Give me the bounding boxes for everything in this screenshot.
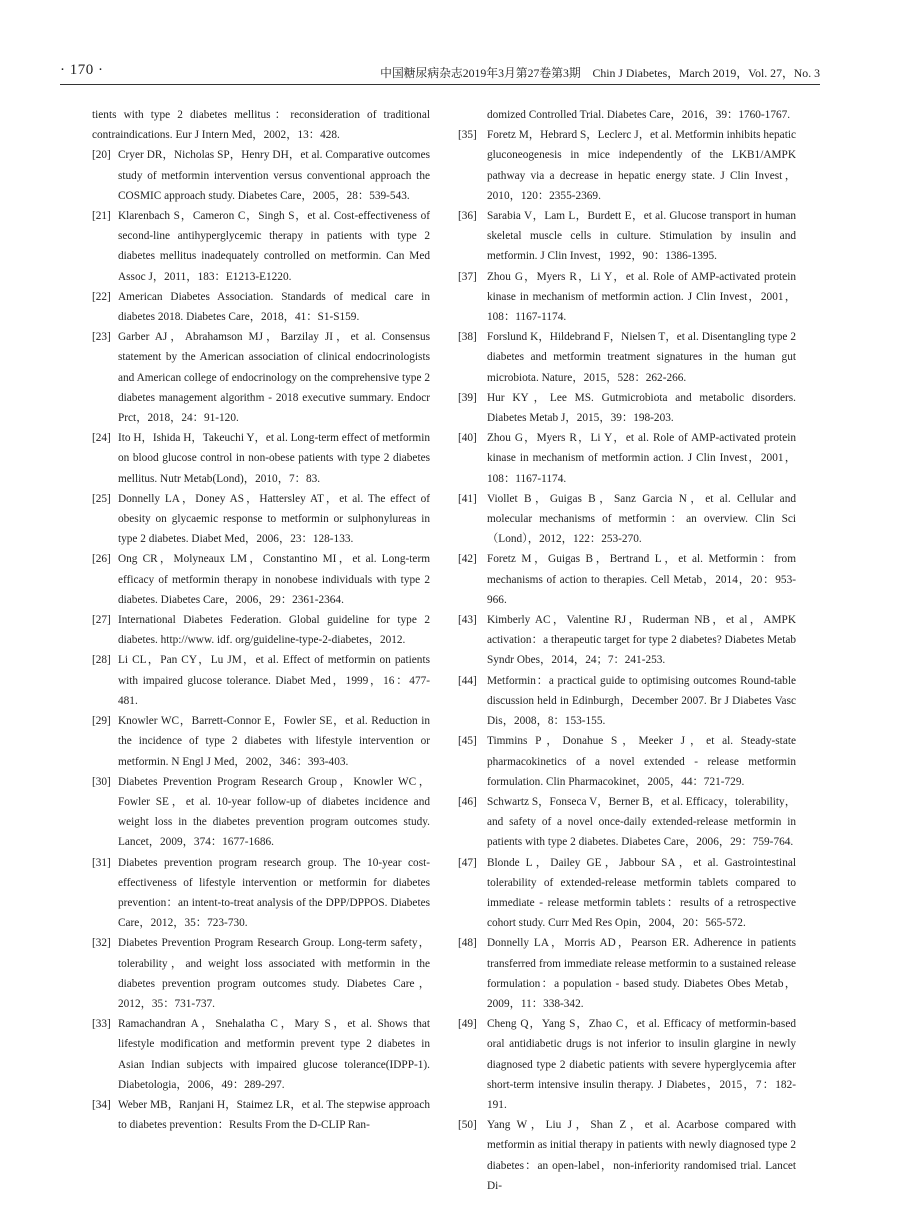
reference-text: Klarenbach S，Cameron C，Singh S，et al. Cost-effectiveness of second-line antihyperglycemic therapy in patients with type 2 diabetes mellitus inadequately controlled on metformin. Can Med Assoc J，2011，183：E1213-E1220.: [118, 210, 430, 283]
reference-number: [20]: [92, 149, 111, 162]
reference-entry: [92, 145, 430, 206]
reference-number: [24]: [92, 432, 111, 445]
reference-text: Li CL，Pan CY，Lu JM，et al. Effect of metformin on patients with impaired glucose tolerance. Diabet Med，1999，16：477-481.: [118, 654, 430, 707]
reference-number: [21]: [92, 210, 111, 223]
reference-entry: [92, 206, 430, 287]
reference-number: [25]: [92, 492, 111, 505]
reference-entry: [92, 711, 430, 772]
reference-number: [35]: [458, 129, 477, 142]
reference-text: Yang W，Liu J，Shan Z，et al. Acarbose compared with metformin as initial therapy in patients with newly diagnosed type 2 diabetes：an open-label，non-inferiority randomised trial. Lancet Di-: [487, 1119, 796, 1192]
reference-number: [26]: [92, 553, 111, 566]
reference-number: [49]: [458, 1018, 477, 1031]
reference-text: Timmins P，Donahue S，Meeker J，et al. Steady-state pharmacokinetics of a novel extended - release metformin formulation. Clin Pharmacokinet，2005，44：721-729.: [487, 735, 796, 788]
reference-number: [46]: [458, 795, 477, 808]
reference-text: Weber MB，Ranjani H，Staimez LR，et al. The stepwise approach to diabetes prevention：Results From the D-CLIP Ran-: [118, 1098, 430, 1132]
reference-entry: [458, 125, 796, 206]
reference-entry: [92, 287, 430, 327]
reference-entry: [458, 610, 796, 671]
reference-entry: [458, 671, 796, 732]
reference-text: Cryer DR，Nicholas SP，Henry DH，et al. Comparative outcomes study of metformin intervention versus conventional approach the COSMIC approach study. Diabetes Care，2005，28：539-543.: [118, 149, 430, 202]
page-number: · 170 ·: [60, 62, 104, 78]
reference-entry: [458, 549, 796, 610]
reference-text: Ramachandran A，Snehalatha C，Mary S，et al. Shows that lifestyle modification and metformin prevent type 2 diabetes in Asian Indian subjects with impaired glucose tolerance(IDPP-1). Diabetologia，2006，49：289-297.: [118, 1018, 430, 1091]
reference-entry: [458, 428, 796, 489]
reference-entry: [458, 1115, 796, 1196]
reference-entry: [458, 206, 796, 267]
reference-text: Ong CR，Molyneaux LM，Constantino MI，et al. Long-term efficacy of metformin therapy in nonobese individuals with type 2 diabetes. Diabetes Care，2006，29：2361-2364.: [118, 553, 430, 606]
reference-text: Zhou G，Myers R，Li Y，et al. Role of AMP-activated protein kinase in mechanism of metformin action. J Clin Invest，2001，108：1167-1174.: [487, 270, 796, 324]
reference-text: American Diabetes Association. Standards of medical care in diabetes 2018. Diabetes Care，2018，41：S1-S159.: [118, 290, 430, 324]
reference-text: Cheng Q，Yang S，Zhao C，et al. Efficacy of metformin-based oral antidiabetic drugs is not inferior to insulin glargine in newly diagnosed type 2 diabetic patients with severe hyperglycemia after short-term intensive insulin therapy. J Diabetes，2015，7：182-191.: [487, 1018, 796, 1111]
reference-text: Diabetes Prevention Program Research Group. Long-term safety，tolerability，and weight loss associated with metformin in the diabetes prevention program outcomes study. Diabetes Care，2012，35：731-737.: [118, 937, 430, 1010]
reference-entry: [458, 731, 796, 792]
reference-text: Donnelly LA，Morris AD，Pearson ER. Adherence in patients transferred from immediate release metformin to a sustained release formulation：a population - based study. Diabetes Obes Metab，2009，11：338-342.: [487, 937, 796, 1010]
reference-text: domized Controlled Trial. Diabetes Care，2016，39：1760-1767.: [487, 109, 791, 121]
reference-entry: [92, 489, 430, 550]
reference-entry: [92, 610, 430, 650]
reference-number: [33]: [92, 1018, 111, 1031]
reference-text: International Diabetes Federation. Global guideline for type 2 diabetes. http://www. idf. org/guideline-type-2-diabetes，2012.: [118, 614, 430, 647]
reference-entry: [458, 327, 796, 388]
reference-number: [40]: [458, 432, 477, 445]
reference-entry: [92, 853, 430, 934]
reference-text: Foretz M，Guigas B，Bertrand L，et al. Metformin：from mechanisms of action to therapies. Cell Metab，2014，20：953-966.: [487, 553, 796, 606]
reference-text: Garber AJ，Abrahamson MJ，Barzilay JI，et al. Consensus statement by the American association of clinical endocrinologists and American college of endocrinology on the comprehensive type 2 diabetes management algorithm - 2018 executive summary. Endocr Prct，2018，24：91-120.: [118, 331, 430, 425]
reference-entry: [92, 428, 430, 489]
reference-number: [50]: [458, 1119, 477, 1132]
reference-entry: [92, 1014, 430, 1095]
reference-entry: [92, 105, 430, 145]
reference-number: [44]: [458, 674, 477, 687]
reference-number: [27]: [92, 614, 111, 627]
reference-number: [31]: [92, 856, 111, 869]
reference-entry: [458, 853, 796, 934]
reference-entry: [458, 267, 796, 328]
reference-number: [32]: [92, 937, 111, 950]
reference-number: [43]: [458, 614, 477, 627]
reference-number: [42]: [458, 553, 477, 566]
reference-entry: [92, 327, 430, 428]
reference-entry: [92, 650, 430, 711]
reference-text: Metformin：a practical guide to optimising outcomes Round-table discussion held in Edinburgh，December 2007. Br J Diabetes Vasc Dis，2008，8：153-155.: [487, 674, 796, 728]
reference-entry: [458, 105, 796, 125]
reference-text: Sarabia V，Lam L，Burdett E，et al. Glucose transport in human skeletal muscle cells in culture. Stimulation by insulin and metformin. J Clin Invest，1992，90：1386-1395.: [487, 210, 796, 263]
reference-text: Foretz M，Hebrard S，Leclerc J，et al. Metformin inhibits hepatic gluconeogenesis in mice independently of the LKB1/AMPK pathway via a decrease in hepatic energy state. J Clin Invest，2010，120：2355-2369.: [487, 129, 796, 202]
reference-number: [29]: [92, 715, 111, 728]
reference-number: [45]: [458, 735, 477, 748]
reference-text: Schwartz S，Fonseca V，Berner B，et al. Efficacy，tolerability，and safety of a novel once-daily extended-release metformin in patients with type 2 diabetes. Diabetes Care，2006，29：759-764.: [487, 795, 796, 849]
reference-text: Kimberly AC，Valentine RJ，Ruderman NB，et al，AMPK activation：a therapeutic target for type 2 diabetes? Diabetes Metab Syndr Obes，2014，24；7：241-253.: [487, 614, 796, 667]
reference-text: Zhou G，Myers R，Li Y，et al. Role of AMP-activated protein kinase in mechanism of metformin action. J Clin Invest，2001，108：1167-1174.: [487, 432, 796, 485]
reference-text: Diabetes prevention program research group. The 10-year cost-effectiveness of lifestyle intervention or metformin for diabetes prevention：an intent-to-treat analysis of the DPP/DPPOS. Diabetes Care，2012，35：723-730.: [118, 856, 430, 930]
left-reference-column: [92, 105, 430, 1135]
reference-text: Hur KY，Lee MS. Gutmicrobiota and metabolic disorders. Diabetes Metab J，2015，39：198-203.: [487, 391, 796, 425]
reference-text: Knowler WC，Barrett-Connor E，Fowler SE，et al. Reduction in the incidence of type 2 diabetes with lifestyle intervention or metformin. N Engl J Med，2002，346：393-403.: [118, 715, 430, 768]
reference-entry: [458, 1014, 796, 1115]
reference-entry: [458, 792, 796, 853]
reference-number: [34]: [92, 1098, 111, 1111]
reference-entry: [458, 489, 796, 550]
reference-text: tients with type 2 diabetes mellitus：reconsideration of traditional contraindications. Eur J Intern Med，2002，13：428.: [92, 109, 430, 142]
reference-entry: [458, 388, 796, 428]
reference-text: Ito H，Ishida H，Takeuchi Y，et al. Long-term effect of metformin on blood glucose control in non-obese patients with type 2 diabetes mellitus. Nutr Metab(Lond)，2010，7：83.: [118, 432, 430, 485]
reference-number: [30]: [92, 775, 111, 788]
reference-number: [28]: [92, 654, 111, 667]
reference-entry: [92, 549, 430, 610]
reference-text: Viollet B，Guigas B，Sanz Garcia N，et al. Cellular and molecular mechanisms of metformin：an overview. Clin Sci（Lond），2012，122：253-270.: [487, 492, 796, 546]
page-header: [60, 64, 820, 85]
reference-entry: [92, 772, 430, 853]
reference-entry: [92, 933, 430, 1014]
reference-number: [38]: [458, 331, 477, 344]
reference-entry: [458, 933, 796, 1014]
journal-title: 中国糖尿病杂志2019年3月第27卷第3期 Chin J Diabetes，March 2019，Vol. 27，No. 3: [380, 66, 820, 80]
reference-number: [41]: [458, 492, 477, 505]
reference-number: [23]: [92, 331, 111, 344]
reference-text: Diabetes Prevention Program Research Group，Knowler WC，Fowler SE，et al. 10-year follow-up of diabetes incidence and weight loss in the diabetes prevention program outcomes study. Lancet，2009，374：1677-1686.: [118, 775, 430, 849]
reference-number: [37]: [458, 270, 477, 283]
reference-number: [39]: [458, 391, 477, 404]
reference-number: [48]: [458, 937, 477, 950]
reference-entry: [92, 1095, 430, 1135]
reference-number: [22]: [92, 290, 111, 303]
reference-number: [36]: [458, 210, 477, 223]
reference-text: Forslund K，Hildebrand F，Nielsen T，et al. Disentangling type 2 diabetes and metformin treatment signatures in the human gut microbiota. Nature，2015，528：262-266.: [487, 331, 796, 384]
right-reference-column: [458, 105, 796, 1196]
reference-text: Donnelly LA，Doney AS，Hattersley AT，et al. The effect of obesity on glycaemic response to metformin or sulphonylureas in type 2 diabetes. Diabet Med，2006，23：128-133.: [118, 492, 430, 546]
reference-number: [47]: [458, 856, 477, 869]
reference-text: Blonde L，Dailey GE，Jabbour SA，et al. Gastrointestinal tolerability of extended-release metformin tablets compared to immediate - release metformin tablets：results of a retrospective cohort study. Curr Med Res Opin，2004，20：565-572.: [487, 856, 796, 930]
